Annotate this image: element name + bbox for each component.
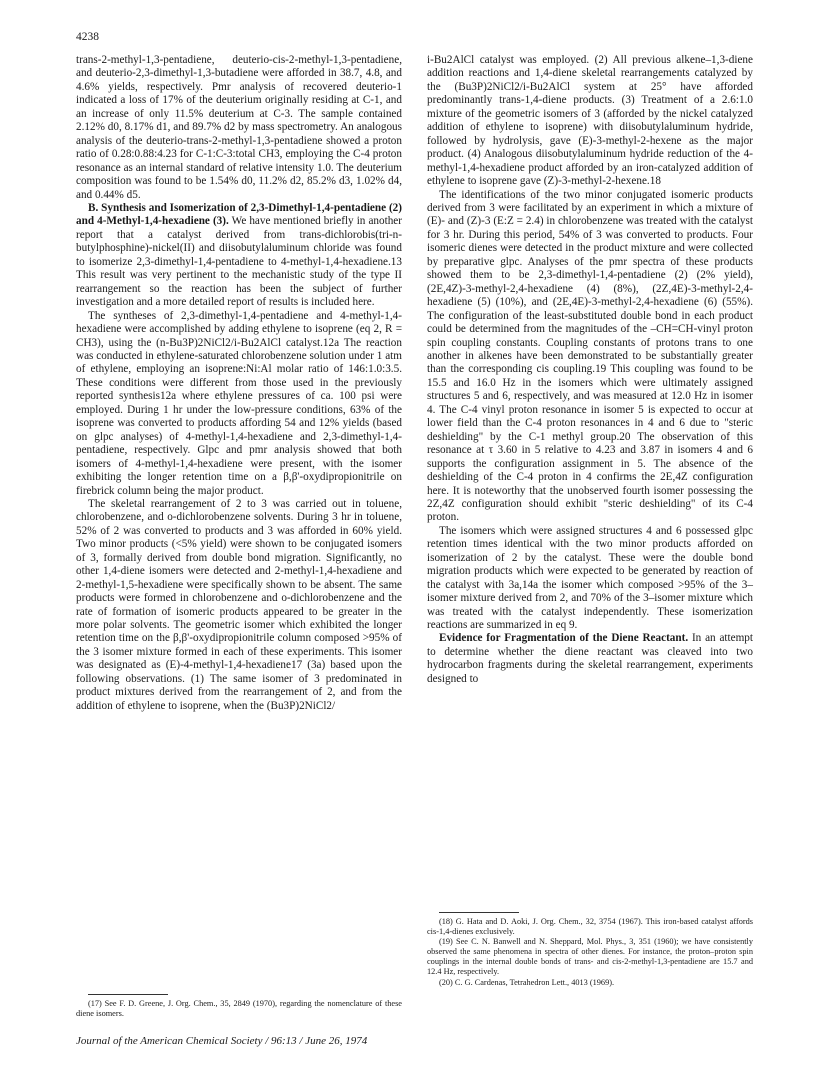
right-paragraph-2: The identifications of the two minor conjugated isomeric products derived from 3 were facilitated by an experiment in which a mixture of (E)- and (Z)-3 (E:Z = 2.4) in chlorobenzene was treated with the catalyst for 3 hr. During this period, 54% of 3 was converted to products. Four isomeric dienes were detected in the product mixture and were collected by preparative glpc. Analyses of the pmr spectra of these products showed them to be 2,3-dimethyl-1,4-pentadiene (2) (2% yield), (2E,4Z)-3-methyl-2,4-hexadiene (4) (8%), (2Z,4E)-3-methyl-2,4-hexadiene (5) (10%), and (2E,4E)-3-methyl-2,4-hexadiene (6) (55%). The configuration of the least-substituted double bond in each product could be determined from the magnitudes of the –CH=CH-vinyl proton spin coupling constants. Coupling constants of protons trans to one another in alkenes have been demonstrated to be substantially greater than the corresponding cis coupling.19 This coupling was found to be 15.5 and 16.0 Hz in the isomers which were ultimately assigned structures 5 and 6, respectively, and was measured at 12.0 Hz in isomer 4. The C-4 vinyl proton resonance in isomer 5 is expected to occur at lower field than the C-4 proton resonances in 4 and 6 due to "steric deshielding" by the C-1 methyl group.20 The observation of this resonance at τ 3.60 in 5 relative to 4.23 and 3.87 in isomers 4 and 6 supports the configuration assignment in 5. The absence of the deshielding of the C-4 proton in 4 confirms the 2E,4Z configuration here. It is noteworthy that the unobserved fourth isomer possessing the 2Z,4Z configuration should exhibit "steric deshielding" of its C-4 proton.: [427, 188, 753, 524]
left-paragraph-2: [76, 202, 402, 310]
right-paragraph-4: [427, 632, 753, 686]
left-paragraph-4: The skeletal rearrangement of 2 to 3 was carried out in toluene, chlorobenzene, and o-dichlorobenzene solvents. During 3 hr in toluene, 52% of 2 was converted to products and 3 was afforded in 60% yield. Two minor products (<5% yield) were shown to be conjugated isomers of 3, formally derived from double bond migration. Significantly, no other 1,4-diene isomers were detected and 2-methyl-1,4-hexadiene and 2-methyl-1,5-hexadiene were specifically shown to be absent. The same products were formed in chlorobenzene and o-dichlorobenzene and the rate of formation of isomeric products appeared to be greater in the more polar solvents. The geometric isomer which exhibited the longer retention time on the β,β'-oxydipropionitrile column composed >95% of the 3 isomer mixture formed in each of these experiments. This isomer was designated as (E)-4-methyl-1,4-hexadiene17 (3a) based upon the following observations. (1) The same isomer of 3 predominated in product mixtures derived from the rearrangement of 2, and from the addition of ethylene to isoprene, when the (Bu3P)2NiCl2/: [76, 497, 402, 712]
left-paragraph-3: The syntheses of 2,3-dimethyl-1,4-pentadiene and 4-methyl-1,4-hexadiene were accomplished by adding ethylene to isoprene (eq 2, R = CH3), using the (n-Bu3P)2NiCl2/i-Bu2AlCl catalyst.12a The reaction was conducted in ethylene-saturated chlorobenzene solution under 1 atm of ethylene, employing an isoprene:Ni:Al molar ratio of 146:1.0:3.5. These conditions were different from those used in the previously reported synthesis12a where ethylene pressures of ca. 100 psi were employed. During 1 hr under the low-pressure conditions, 63% of the isoprene was converted to products affording 54 and 12% yields (based on glpc analyses) of 4-methyl-1,4-hexadiene and 2,3-dimethyl-1,4-pentadiene, respectively. Glpc and pmr analysis showed that both isomers of 4-methyl-1,4-hexadiene were present, with the isomer exhibiting the longer retention time on a β,β'-oxydipropionitrile on firebrick column being the major product.: [76, 309, 402, 497]
footnote-18: (18) G. Hata and D. Aoki, J. Org. Chem., 32, 3754 (1967). This iron-based catalyst affords cis-1,4-dienes exclusively.: [427, 917, 753, 937]
footnote-divider: [88, 994, 168, 995]
section-heading-b: B. Synthesis and Isomerization of 2,3-Dimethyl-1,4-pentadiene (2) and 4-Methyl-1,4-hexadiene (3).: [76, 201, 402, 228]
left-paragraph-2-body: We have mentioned briefly in another report that a catalyst derived from trans-dichlorobis(tri-n-butylphosphine)-nickel(II) and diisobutylaluminum chloride was found to isomerize 2,3-dimethyl-1,4-pentadiene to 4-methyl-1,4-hexadiene.13 This result was very pertinent to the mechanistic study of the type II rearrangement so the reaction has been the subject of further investigation and a more detailed report of results is included here.: [76, 215, 402, 309]
left-footnotes: [76, 994, 402, 1019]
page-number: 4238: [76, 31, 99, 43]
footnote-20: (20) C. G. Cardenas, Tetrahedron Lett., 4013 (1969).: [439, 977, 615, 987]
right-paragraph-4-body: In an attempt to determine whether the diene reactant was cleaved into two hydrocarbon fragments during the skeletal rearrangement, experiments designed to: [427, 632, 753, 685]
right-paragraph-1: i-Bu2AlCl catalyst was employed. (2) All previous alkene–1,3-diene addition reactions and 1,4-diene skeletal rearrangements catalyzed by the (Bu3P)2NiCl2/i-Bu2AlCl system at 25° have afforded predominantly trans-1,4-diene products. (3) Treatment of a 2.6:1.0 mixture of the geometric isomers of 3 (afforded by the nickel catalyzed addition of ethylene to isoprene) with diisobutylaluminum hydride, followed by hydrolysis, gave (E)-3-methyl-2-hexene as the major product. (4) Analogous diisobutylaluminum hydride reduction of the 4-methyl-1,4-hexadiene product afforded by an iron-catalyzed addition of ethylene to isoprene gave (Z)-3-methyl-2-hexene.18: [427, 54, 753, 188]
footnote-19: (19) See C. N. Banwell and N. Sheppard, Mol. Phys., 3, 351 (1960); we have consistently observed the same phenomena in spectra of other dienes. For instance, the proton–proton spin couplings in the internal double bonds of trans- and cis-2-methyl-1,3-pentadiene are 15.7 and 12.4 Hz, respectively.: [427, 937, 753, 977]
left-paragraph-1: trans-2-methyl-1,3-pentadiene, deuterio-cis-2-methyl-1,3-pentadiene, and deuterio-2,3-dimethyl-1,3-butadiene were afforded in 38.7, 4.8, and 4.6% yields, respectively. Pmr analysis of recovered deuterio-1 indicated a loss of 17% of the deuterium originally residing at C-1, and an increase of only 11.5% deuterium at C-3. The sample contained 2.12% d0, 8.17% d1, and 89.7% d2 by mass spectrometry. An analogous analysis of the deuterio-trans-2-methyl-1,3-pentadiene showed a proton ratio of 0.28:0.88:4.23 for C-1:C-3:total CH3, employing the C-4 proton resonance as an internal standard of relative intensity 1.0. The deuterium composition was found to be 1.54% d0, 11.2% d2, 85.2% d3, 1.02% d4, and 0.44% d5.: [76, 54, 402, 201]
journal-footer: Journal of the American Chemical Society / 96:13 / June 26, 1974: [76, 1035, 368, 1047]
right-paragraph-3: The isomers which were assigned structures 4 and 6 possessed glpc retention times identical with the two minor products afforded on isomerization of 2 by the catalyst. These were the double bond migration products which were expected to be generated by reaction of the catalyst with 3a,14a the isomer which composed >95% of the 3–isomer mixture derived from 2, and 70% of the 3–isomer mixture which was treated with the catalyst independently. These isomerization reactions are summarized in eq 9.: [427, 524, 753, 632]
section-heading-fragmentation: Evidence for Fragmentation of the Diene Reactant.: [439, 632, 689, 645]
right-footnotes: [427, 912, 753, 988]
left-column: [76, 54, 402, 713]
footnote-divider: [439, 912, 519, 913]
footnote-17: (17) See F. D. Greene, J. Org. Chem., 35, 2849 (1970), regarding the nomenclature of these diene isomers.: [76, 999, 402, 1019]
right-column: [427, 54, 753, 686]
